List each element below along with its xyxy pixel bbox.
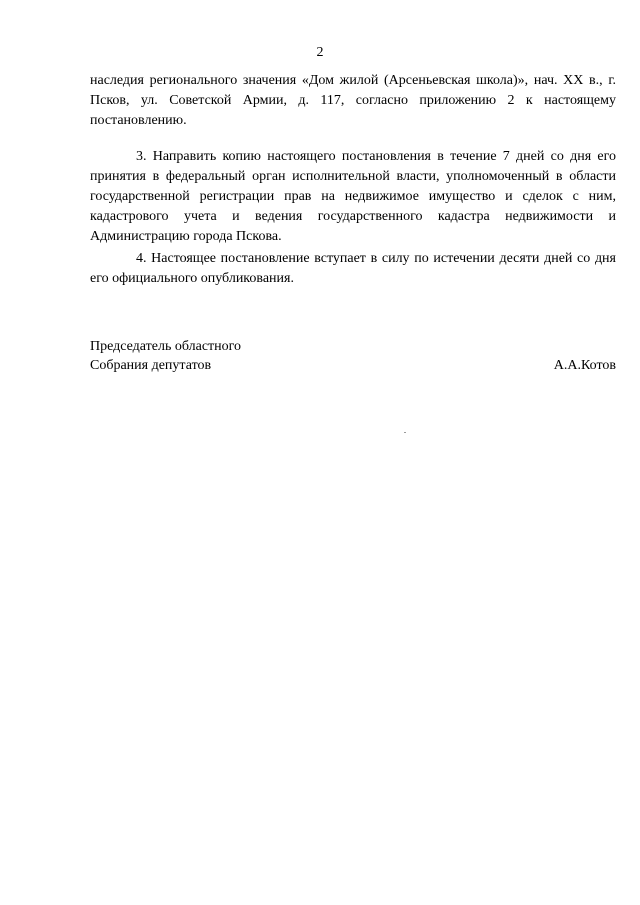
signatory-title-line-1: Председатель областного	[90, 339, 242, 354]
signatory-title	[90, 337, 241, 375]
page-number: 2	[316, 45, 324, 60]
scan-speck	[404, 432, 406, 433]
paragraph-item-3: 3. Направить копию настоящего постановления в течение 7 дней со дня его принятия в федеральный орган исполнительной власти, уполномоченный в области государственной регистрации прав на недвижимое имущество и сделок с ним, кадастрового учета и ведения государственного кадастра недвижимости и Администрацию города Пскова.	[90, 149, 616, 244]
signatory-title-line-2: Собрания депутатов	[90, 358, 212, 373]
paragraph-item-4: 4. Настоящее постановление вступает в силу по истечении десяти дней со дня его официального опубликования.	[90, 251, 616, 286]
paragraph-intro: наследия регионального значения «Дом жилой (Арсеньевская школа)», нач. XX в., г. Псков, ул. Советской Армии, д. 117, согласно приложению 2 к настоящему постановлению.	[90, 73, 616, 128]
signatory-name: А.А.Котов	[553, 358, 616, 373]
